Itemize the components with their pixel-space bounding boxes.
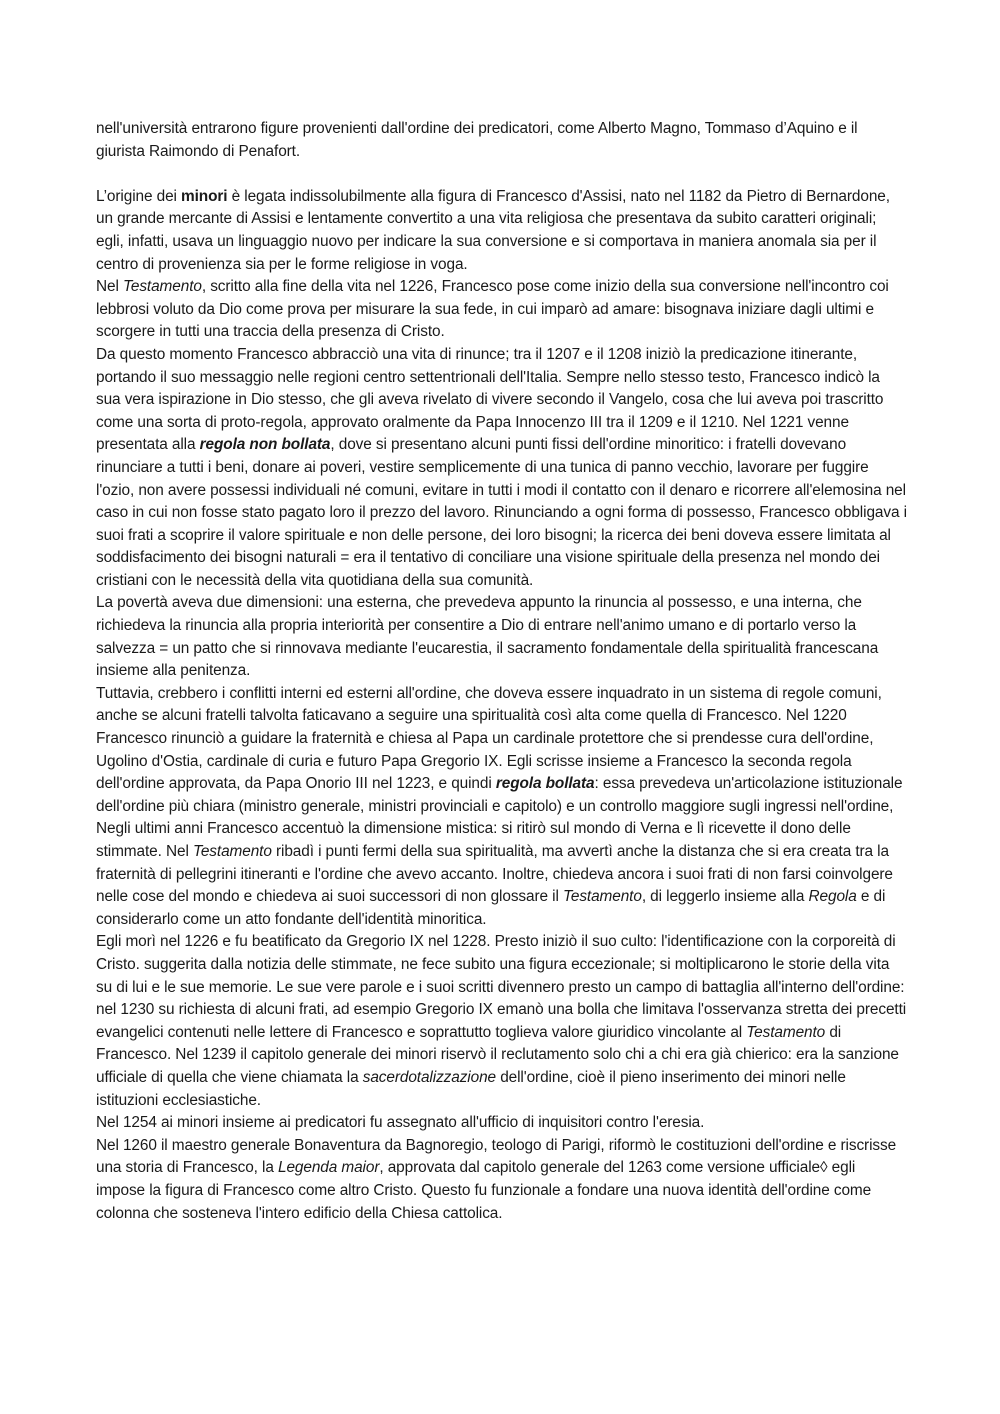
paragraph-7: Negli ultimi anni Francesco accentuò la dimensione mistica: si ritirò sul mondo di Verna e lì ricevette il dono delle stimmate. Nel Testamento ribadì i punti fermi della sua spiritualità, ma avvertì anche la distanza che si era creata tra la fraternità di pellegrini itineranti e l'ordine che avevo accanto. Inoltre, chiedeva ancora i suoi frati di non farsi coinvolgere nelle cose del mondo e chiedeva ai suoi successori di non glossare il Testamento, di leggerlo insieme alla Regola e di considerarlo come un atto fondante dell'identità minoritica.: [96, 820, 893, 928]
paragraph-1: nell'università entrarono figure provenienti dall'ordine dei predicatori, come Alberto Magno, Tommaso d’Aquino e il giurista Raimondo di Penafort.: [96, 120, 858, 160]
paragraph-4: Da questo momento Francesco abbracciò una vita di rinunce; tra il 1207 e il 1208 iniziò la predicazione itinerante, portando il suo messaggio nelle regioni centro settentrionali dell'Italia. Sempre nello stesso testo, Francesco indicò la sua vera ispirazione in Dio stesso, che gli aveva rivelato di vivere secondo il Vangelo, cosa che lui aveva poi trascritto come una sorta di proto-regola, approvato oralmente da Papa Innocenzo III tra il 1209 e il 1210. Nel 1221 venne presentata alla regola non bollata, dove si presentano alcuni punti fissi dell'ordine minoritico: i fratelli dovevano rinunciare a tutti i beni, donare ai poveri, vestire semplicemente di una tunica di panno vecchio, lavorare per fuggire l'ozio, non avere possessi individuali né comuni, evitare in tutti i modi il contatto con il denaro e ricorrere all'elemosina nel caso in cui non fosse stato pagato loro il prezzo del lavoro. Rinunciando a ogni forma di possesso, Francesco obbligava i suoi frati a scoprire il valore spirituale e non delle persone, dei loro bisogni; la ricerca dei beni doveva essere limitata al soddisfacimento dei bisogni naturali = era il tentativo di conciliare una visione spirituale della presenza nel mondo dei cristiani con le necessità della vita quotidiana della sua comunità.: [96, 345, 907, 589]
paragraph-6: Tuttavia, crebbero i conflitti interni ed esterni all'ordine, che doveva essere inquadrato in un sistema di regole comuni, anche se alcuni fratelli talvolta faticavano a seguire una spiritualità così alta come quella di Francesco. Nel 1220 Francesco rinunciò a guidare la fraternità e chiesa al Papa un cardinale protettore che si prendesse cura dell'ordine, Ugolino d'Ostia, cardinale di curia e futuro Papa Gregorio IX. Egli scrisse insieme a Francesco la seconda regola dell'ordine approvata, da Papa Onorio III nel 1223, e quindi regola bollata: essa prevedeva un'articolazione istituzionale dell'ordine più chiara (ministro generale, ministri provinciali e capitolo) e un controllo maggiore sugli ingressi nell'ordine,: [96, 684, 903, 815]
term-regola-non-bollata: regola non bollata: [199, 436, 331, 454]
title-testamento: Testamento: [192, 843, 272, 860]
paragraph-2: L’origine dei minori è legata indissolubilmente alla figura di Francesco d'Assisi, nato nel 1182 da Pietro di Bernardone, un grande mercante di Assisi e lentamente convertito a una vita religiosa che presentava da subito caratteri originali; egli, infatti, usava un linguaggio nuovo per indicare la sua conversione e si comportava in maniera anomala sia per il centro di provenienza sia per le forme religiose in voga.: [96, 187, 890, 273]
term-minori: minori: [181, 187, 228, 205]
paragraph-10: Nel 1260 il maestro generale Bonaventura da Bagnoregio, teologo di Parigi, riformò le costituzioni dell'ordine e riscrisse una storia di Francesco, la Legenda maior, approvata dal capitolo generale del 1263 come versione ufficiale◊ egli impose la figura di Francesco come altro Cristo. Questo fu funzionale a fondare una nuova identità dell'ordine come colonna che sosteneva l'intero edificio della Chiesa cattolica.: [96, 1136, 897, 1222]
term-regola-bollata: regola bollata: [495, 775, 595, 793]
paragraph-gap: [96, 163, 908, 186]
paragraph-3: Nel Testamento, scritto alla fine della vita nel 1226, Francesco pose come inizio della sua conversione nell'incontro coi lebbrosi voluto da Dio come prova per misurare la sua fede, in cui imparò ad amare: bisognava iniziare dagli ultimi e scorgere in tutti una traccia della presenza di Cristo.: [96, 278, 889, 341]
term-sacerdotalizzazione: sacerdotalizzazione: [362, 1068, 497, 1086]
title-testamento: Testamento: [746, 1023, 826, 1041]
title-legenda-maior: Legenda maior: [277, 1159, 380, 1177]
document-body: [96, 118, 908, 1225]
paragraph-5: La povertà aveva due dimensioni: una esterna, che prevedeva appunto la rinuncia al possesso, e una interna, che richiedeva la rinuncia alla propria interiorità per consentire a Dio di entrare nell'animo umano e di portarlo verso la salvezza = un patto che si rinnovava mediante l'eucarestia, il sacramento fondamentale della spiritualità francescana insieme alla penitenza.: [96, 594, 879, 680]
title-testamento: Testamento: [562, 888, 642, 906]
title-testamento: Testamento: [122, 278, 202, 296]
paragraph-8: Egli morì nel 1226 e fu beatificato da Gregorio IX nel 1228. Presto iniziò il suo culto: l'identificazione con la corporeità di Cristo. suggerita dalla notizia delle stimmate, ne fece subito una figura eccezionale; si moltiplicarono le storie della vita su di lui e le sue memorie. Le sue vere parole e i suoi scritti divennero presto un campo di battaglia all'interno dell'ordine: nel 1230 su richiesta di alcuni frati, ad esempio Gregorio IX emanò una bolla che limitava l'osservanza stretta dei precetti evangelici contenuti nelle lettere di Francesco e soprattutto toglieva valore giuridico vincolante al Testamento di Francesco. Nel 1239 il capitolo generale dei minori riservò il reclutamento solo chi a chi era già chierico: era la sanzione ufficiale di quella che viene chiamata la sacerdotalizzazione dell'ordine, cioè il pieno inserimento dei minori nelle istituzioni ecclesiastiche.: [96, 933, 907, 1109]
paragraph-9: Nel 1254 ai minori insieme ai predicatori fu assegnato all'ufficio di inquisitori contro l'eresia.: [96, 1114, 705, 1132]
title-regola: Regola: [808, 888, 857, 906]
